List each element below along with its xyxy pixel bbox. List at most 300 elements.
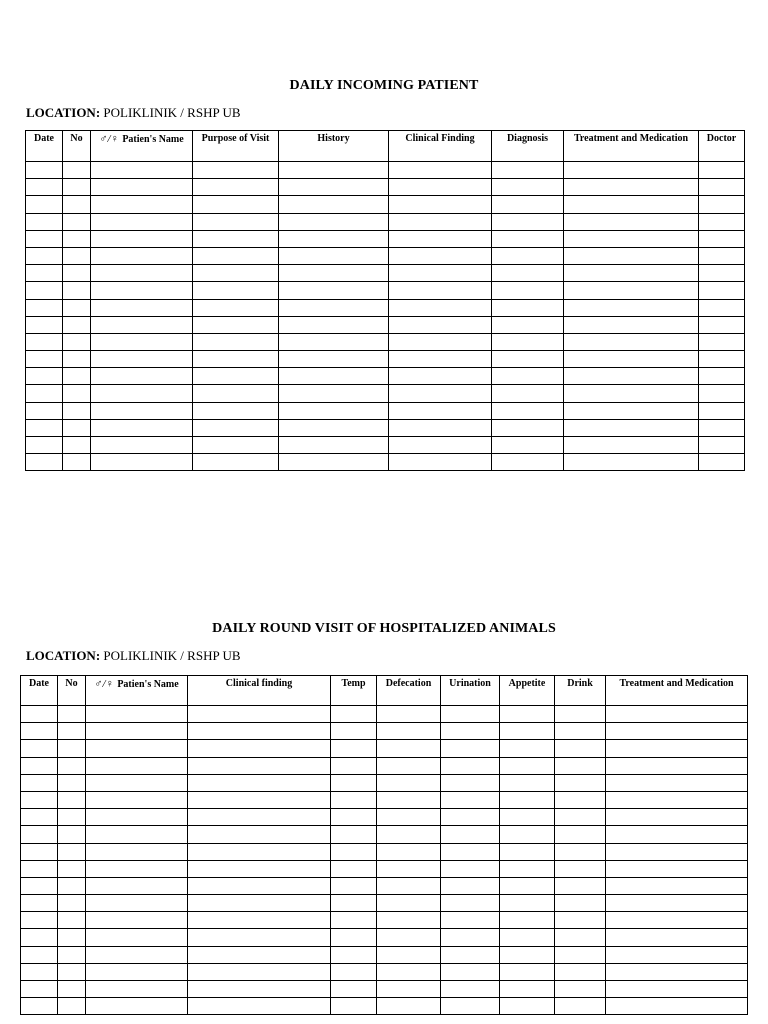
table-cell[interactable] bbox=[26, 265, 63, 282]
table-cell[interactable] bbox=[492, 333, 564, 350]
table-cell[interactable] bbox=[331, 843, 377, 860]
table-cell[interactable] bbox=[555, 998, 606, 1015]
table-cell[interactable] bbox=[389, 385, 492, 402]
table-cell[interactable] bbox=[91, 230, 193, 247]
table-cell[interactable] bbox=[492, 179, 564, 196]
table-cell[interactable] bbox=[389, 247, 492, 264]
table-cell[interactable] bbox=[441, 740, 500, 757]
table-cell[interactable] bbox=[331, 895, 377, 912]
table-cell[interactable] bbox=[492, 299, 564, 316]
table-cell[interactable] bbox=[606, 981, 748, 998]
table-cell[interactable] bbox=[331, 809, 377, 826]
table-cell[interactable] bbox=[377, 946, 441, 963]
table-cell[interactable] bbox=[91, 454, 193, 471]
table-cell[interactable] bbox=[699, 179, 745, 196]
table-cell[interactable] bbox=[699, 333, 745, 350]
table-cell[interactable] bbox=[377, 791, 441, 808]
table-cell[interactable] bbox=[500, 843, 555, 860]
table-cell[interactable] bbox=[331, 860, 377, 877]
table-cell[interactable] bbox=[188, 929, 331, 946]
table-cell[interactable] bbox=[91, 213, 193, 230]
table-cell[interactable] bbox=[58, 981, 86, 998]
table-cell[interactable] bbox=[699, 368, 745, 385]
table-cell[interactable] bbox=[279, 179, 389, 196]
table-cell[interactable] bbox=[188, 809, 331, 826]
table-cell[interactable] bbox=[606, 843, 748, 860]
table-cell[interactable] bbox=[91, 162, 193, 179]
table-cell[interactable] bbox=[564, 437, 699, 454]
table-cell[interactable] bbox=[86, 860, 188, 877]
table-cell[interactable] bbox=[193, 299, 279, 316]
table-cell[interactable] bbox=[63, 230, 91, 247]
table-cell[interactable] bbox=[555, 706, 606, 723]
table-cell[interactable] bbox=[91, 316, 193, 333]
table-cell[interactable] bbox=[389, 333, 492, 350]
table-cell[interactable] bbox=[389, 368, 492, 385]
table-cell[interactable] bbox=[188, 998, 331, 1015]
table-cell[interactable] bbox=[492, 282, 564, 299]
table-cell[interactable] bbox=[193, 333, 279, 350]
table-cell[interactable] bbox=[21, 774, 58, 791]
table-cell[interactable] bbox=[86, 826, 188, 843]
table-cell[interactable] bbox=[500, 946, 555, 963]
table-cell[interactable] bbox=[193, 179, 279, 196]
table-cell[interactable] bbox=[564, 196, 699, 213]
table-cell[interactable] bbox=[58, 912, 86, 929]
table-cell[interactable] bbox=[492, 368, 564, 385]
table-cell[interactable] bbox=[58, 740, 86, 757]
table-cell[interactable] bbox=[63, 454, 91, 471]
table-cell[interactable] bbox=[555, 963, 606, 980]
table-cell[interactable] bbox=[279, 299, 389, 316]
table-cell[interactable] bbox=[500, 860, 555, 877]
table-cell[interactable] bbox=[58, 809, 86, 826]
table-cell[interactable] bbox=[564, 419, 699, 436]
table-cell[interactable] bbox=[331, 723, 377, 740]
table-cell[interactable] bbox=[193, 230, 279, 247]
table-cell[interactable] bbox=[188, 826, 331, 843]
table-cell[interactable] bbox=[564, 402, 699, 419]
table-cell[interactable] bbox=[193, 385, 279, 402]
table-cell[interactable] bbox=[389, 162, 492, 179]
table-cell[interactable] bbox=[389, 230, 492, 247]
table-cell[interactable] bbox=[564, 454, 699, 471]
table-cell[interactable] bbox=[188, 774, 331, 791]
table-cell[interactable] bbox=[606, 826, 748, 843]
table-cell[interactable] bbox=[606, 877, 748, 894]
table-cell[interactable] bbox=[441, 877, 500, 894]
table-cell[interactable] bbox=[389, 402, 492, 419]
table-cell[interactable] bbox=[441, 706, 500, 723]
table-cell[interactable] bbox=[564, 179, 699, 196]
table-cell[interactable] bbox=[441, 860, 500, 877]
table-cell[interactable] bbox=[26, 179, 63, 196]
table-cell[interactable] bbox=[188, 791, 331, 808]
table-cell[interactable] bbox=[441, 757, 500, 774]
table-cell[interactable] bbox=[63, 351, 91, 368]
table-cell[interactable] bbox=[91, 179, 193, 196]
table-cell[interactable] bbox=[441, 929, 500, 946]
table-cell[interactable] bbox=[699, 213, 745, 230]
table-cell[interactable] bbox=[21, 723, 58, 740]
table-cell[interactable] bbox=[606, 706, 748, 723]
table-cell[interactable] bbox=[21, 929, 58, 946]
table-cell[interactable] bbox=[441, 723, 500, 740]
table-cell[interactable] bbox=[606, 809, 748, 826]
table-cell[interactable] bbox=[193, 437, 279, 454]
table-cell[interactable] bbox=[26, 299, 63, 316]
table-cell[interactable] bbox=[26, 385, 63, 402]
table-cell[interactable] bbox=[699, 419, 745, 436]
table-cell[interactable] bbox=[389, 316, 492, 333]
table-cell[interactable] bbox=[606, 946, 748, 963]
table-cell[interactable] bbox=[193, 162, 279, 179]
table-cell[interactable] bbox=[500, 963, 555, 980]
table-cell[interactable] bbox=[86, 946, 188, 963]
table-cell[interactable] bbox=[331, 877, 377, 894]
table-cell[interactable] bbox=[331, 774, 377, 791]
table-cell[interactable] bbox=[26, 419, 63, 436]
table-cell[interactable] bbox=[58, 946, 86, 963]
table-cell[interactable] bbox=[193, 196, 279, 213]
table-cell[interactable] bbox=[492, 402, 564, 419]
table-cell[interactable] bbox=[699, 385, 745, 402]
table-cell[interactable] bbox=[279, 265, 389, 282]
table-cell[interactable] bbox=[279, 351, 389, 368]
table-cell[interactable] bbox=[188, 895, 331, 912]
table-cell[interactable] bbox=[188, 843, 331, 860]
table-cell[interactable] bbox=[441, 946, 500, 963]
table-cell[interactable] bbox=[26, 247, 63, 264]
table-cell[interactable] bbox=[606, 895, 748, 912]
table-cell[interactable] bbox=[26, 437, 63, 454]
table-cell[interactable] bbox=[193, 282, 279, 299]
table-cell[interactable] bbox=[86, 929, 188, 946]
table-cell[interactable] bbox=[188, 877, 331, 894]
table-cell[interactable] bbox=[91, 282, 193, 299]
table-cell[interactable] bbox=[58, 929, 86, 946]
table-cell[interactable] bbox=[377, 740, 441, 757]
table-cell[interactable] bbox=[63, 179, 91, 196]
table-cell[interactable] bbox=[26, 230, 63, 247]
table-cell[interactable] bbox=[58, 791, 86, 808]
table-cell[interactable] bbox=[193, 454, 279, 471]
table-cell[interactable] bbox=[564, 230, 699, 247]
table-cell[interactable] bbox=[331, 946, 377, 963]
table-cell[interactable] bbox=[21, 963, 58, 980]
table-cell[interactable] bbox=[564, 213, 699, 230]
table-cell[interactable] bbox=[500, 706, 555, 723]
table-cell[interactable] bbox=[63, 437, 91, 454]
table-cell[interactable] bbox=[492, 419, 564, 436]
table-cell[interactable] bbox=[58, 877, 86, 894]
table-cell[interactable] bbox=[555, 877, 606, 894]
table-cell[interactable] bbox=[699, 454, 745, 471]
table-cell[interactable] bbox=[21, 860, 58, 877]
table-cell[interactable] bbox=[91, 385, 193, 402]
table-cell[interactable] bbox=[389, 299, 492, 316]
table-cell[interactable] bbox=[699, 247, 745, 264]
table-cell[interactable] bbox=[279, 402, 389, 419]
table-cell[interactable] bbox=[63, 419, 91, 436]
table-cell[interactable] bbox=[58, 998, 86, 1015]
table-cell[interactable] bbox=[58, 723, 86, 740]
table-cell[interactable] bbox=[606, 963, 748, 980]
table-cell[interactable] bbox=[63, 316, 91, 333]
table-cell[interactable] bbox=[389, 265, 492, 282]
table-cell[interactable] bbox=[26, 162, 63, 179]
table-cell[interactable] bbox=[606, 740, 748, 757]
table-cell[interactable] bbox=[193, 402, 279, 419]
table-cell[interactable] bbox=[91, 265, 193, 282]
table-cell[interactable] bbox=[555, 946, 606, 963]
table-cell[interactable] bbox=[441, 963, 500, 980]
table-cell[interactable] bbox=[86, 963, 188, 980]
table-cell[interactable] bbox=[500, 877, 555, 894]
table-cell[interactable] bbox=[699, 299, 745, 316]
table-cell[interactable] bbox=[377, 895, 441, 912]
table-cell[interactable] bbox=[492, 247, 564, 264]
table-cell[interactable] bbox=[377, 981, 441, 998]
table-cell[interactable] bbox=[21, 998, 58, 1015]
table-cell[interactable] bbox=[63, 385, 91, 402]
table-cell[interactable] bbox=[188, 963, 331, 980]
table-cell[interactable] bbox=[377, 826, 441, 843]
table-cell[interactable] bbox=[21, 877, 58, 894]
table-cell[interactable] bbox=[86, 723, 188, 740]
table-cell[interactable] bbox=[91, 351, 193, 368]
table-cell[interactable] bbox=[331, 981, 377, 998]
table-cell[interactable] bbox=[389, 419, 492, 436]
table-cell[interactable] bbox=[58, 860, 86, 877]
table-cell[interactable] bbox=[492, 351, 564, 368]
table-cell[interactable] bbox=[699, 162, 745, 179]
table-cell[interactable] bbox=[63, 402, 91, 419]
table-cell[interactable] bbox=[492, 230, 564, 247]
table-cell[interactable] bbox=[58, 963, 86, 980]
table-cell[interactable] bbox=[441, 895, 500, 912]
table-cell[interactable] bbox=[555, 757, 606, 774]
table-cell[interactable] bbox=[86, 740, 188, 757]
table-cell[interactable] bbox=[564, 385, 699, 402]
table-cell[interactable] bbox=[331, 791, 377, 808]
table-cell[interactable] bbox=[188, 860, 331, 877]
table-cell[interactable] bbox=[564, 368, 699, 385]
table-cell[interactable] bbox=[279, 162, 389, 179]
table-cell[interactable] bbox=[699, 437, 745, 454]
table-cell[interactable] bbox=[500, 826, 555, 843]
table-cell[interactable] bbox=[279, 437, 389, 454]
table-cell[interactable] bbox=[492, 316, 564, 333]
table-cell[interactable] bbox=[441, 998, 500, 1015]
table-cell[interactable] bbox=[492, 454, 564, 471]
table-cell[interactable] bbox=[193, 213, 279, 230]
table-cell[interactable] bbox=[26, 213, 63, 230]
table-cell[interactable] bbox=[492, 385, 564, 402]
table-cell[interactable] bbox=[389, 454, 492, 471]
table-cell[interactable] bbox=[58, 826, 86, 843]
table-cell[interactable] bbox=[26, 351, 63, 368]
table-cell[interactable] bbox=[86, 757, 188, 774]
table-cell[interactable] bbox=[564, 282, 699, 299]
table-cell[interactable] bbox=[279, 282, 389, 299]
table-cell[interactable] bbox=[377, 774, 441, 791]
table-cell[interactable] bbox=[564, 299, 699, 316]
table-cell[interactable] bbox=[63, 196, 91, 213]
table-cell[interactable] bbox=[58, 757, 86, 774]
table-cell[interactable] bbox=[63, 299, 91, 316]
table-cell[interactable] bbox=[555, 860, 606, 877]
table-cell[interactable] bbox=[564, 162, 699, 179]
table-cell[interactable] bbox=[26, 368, 63, 385]
table-cell[interactable] bbox=[63, 247, 91, 264]
table-cell[interactable] bbox=[21, 706, 58, 723]
table-cell[interactable] bbox=[500, 998, 555, 1015]
table-cell[interactable] bbox=[699, 265, 745, 282]
table-cell[interactable] bbox=[377, 912, 441, 929]
table-cell[interactable] bbox=[377, 757, 441, 774]
table-cell[interactable] bbox=[331, 963, 377, 980]
table-cell[interactable] bbox=[555, 723, 606, 740]
table-cell[interactable] bbox=[500, 740, 555, 757]
table-cell[interactable] bbox=[193, 265, 279, 282]
table-cell[interactable] bbox=[91, 402, 193, 419]
table-cell[interactable] bbox=[564, 316, 699, 333]
table-cell[interactable] bbox=[441, 912, 500, 929]
table-cell[interactable] bbox=[86, 912, 188, 929]
table-cell[interactable] bbox=[699, 402, 745, 419]
table-cell[interactable] bbox=[279, 316, 389, 333]
table-cell[interactable] bbox=[86, 774, 188, 791]
table-cell[interactable] bbox=[500, 757, 555, 774]
table-cell[interactable] bbox=[26, 402, 63, 419]
table-cell[interactable] bbox=[555, 843, 606, 860]
table-cell[interactable] bbox=[279, 247, 389, 264]
table-cell[interactable] bbox=[699, 230, 745, 247]
table-cell[interactable] bbox=[188, 706, 331, 723]
table-cell[interactable] bbox=[555, 774, 606, 791]
table-cell[interactable] bbox=[699, 316, 745, 333]
table-cell[interactable] bbox=[389, 213, 492, 230]
table-cell[interactable] bbox=[279, 454, 389, 471]
table-cell[interactable] bbox=[63, 162, 91, 179]
table-cell[interactable] bbox=[699, 351, 745, 368]
table-cell[interactable] bbox=[555, 981, 606, 998]
table-cell[interactable] bbox=[86, 895, 188, 912]
table-cell[interactable] bbox=[377, 706, 441, 723]
table-cell[interactable] bbox=[500, 912, 555, 929]
table-cell[interactable] bbox=[500, 723, 555, 740]
table-cell[interactable] bbox=[188, 946, 331, 963]
table-cell[interactable] bbox=[441, 791, 500, 808]
table-cell[interactable] bbox=[555, 740, 606, 757]
table-cell[interactable] bbox=[26, 316, 63, 333]
table-cell[interactable] bbox=[58, 706, 86, 723]
table-cell[interactable] bbox=[500, 774, 555, 791]
table-cell[interactable] bbox=[699, 282, 745, 299]
table-cell[interactable] bbox=[91, 196, 193, 213]
table-cell[interactable] bbox=[331, 912, 377, 929]
table-cell[interactable] bbox=[564, 333, 699, 350]
table-cell[interactable] bbox=[21, 757, 58, 774]
table-cell[interactable] bbox=[63, 368, 91, 385]
table-cell[interactable] bbox=[564, 265, 699, 282]
table-cell[interactable] bbox=[63, 333, 91, 350]
table-cell[interactable] bbox=[389, 351, 492, 368]
table-cell[interactable] bbox=[492, 265, 564, 282]
table-cell[interactable] bbox=[63, 265, 91, 282]
table-cell[interactable] bbox=[555, 791, 606, 808]
table-cell[interactable] bbox=[492, 196, 564, 213]
table-cell[interactable] bbox=[86, 843, 188, 860]
table-cell[interactable] bbox=[377, 843, 441, 860]
table-cell[interactable] bbox=[377, 963, 441, 980]
table-cell[interactable] bbox=[377, 809, 441, 826]
table-cell[interactable] bbox=[500, 981, 555, 998]
table-cell[interactable] bbox=[389, 196, 492, 213]
table-cell[interactable] bbox=[91, 299, 193, 316]
table-cell[interactable] bbox=[58, 843, 86, 860]
table-cell[interactable] bbox=[279, 368, 389, 385]
table-cell[interactable] bbox=[63, 213, 91, 230]
table-cell[interactable] bbox=[331, 706, 377, 723]
table-cell[interactable] bbox=[389, 437, 492, 454]
table-cell[interactable] bbox=[377, 929, 441, 946]
table-cell[interactable] bbox=[91, 437, 193, 454]
table-cell[interactable] bbox=[279, 419, 389, 436]
table-cell[interactable] bbox=[91, 419, 193, 436]
table-cell[interactable] bbox=[193, 316, 279, 333]
table-cell[interactable] bbox=[564, 247, 699, 264]
table-cell[interactable] bbox=[331, 757, 377, 774]
table-cell[interactable] bbox=[441, 981, 500, 998]
table-cell[interactable] bbox=[193, 419, 279, 436]
table-cell[interactable] bbox=[500, 895, 555, 912]
table-cell[interactable] bbox=[492, 162, 564, 179]
table-cell[interactable] bbox=[91, 247, 193, 264]
table-cell[interactable] bbox=[606, 929, 748, 946]
table-cell[interactable] bbox=[188, 981, 331, 998]
table-cell[interactable] bbox=[21, 946, 58, 963]
table-cell[interactable] bbox=[377, 998, 441, 1015]
table-cell[interactable] bbox=[86, 981, 188, 998]
table-cell[interactable] bbox=[188, 912, 331, 929]
table-cell[interactable] bbox=[91, 333, 193, 350]
table-cell[interactable] bbox=[555, 809, 606, 826]
table-cell[interactable] bbox=[500, 791, 555, 808]
table-cell[interactable] bbox=[26, 454, 63, 471]
table-cell[interactable] bbox=[193, 247, 279, 264]
table-cell[interactable] bbox=[606, 774, 748, 791]
table-cell[interactable] bbox=[21, 809, 58, 826]
table-cell[interactable] bbox=[500, 809, 555, 826]
table-cell[interactable] bbox=[188, 757, 331, 774]
table-cell[interactable] bbox=[26, 333, 63, 350]
table-cell[interactable] bbox=[377, 723, 441, 740]
table-cell[interactable] bbox=[492, 213, 564, 230]
table-cell[interactable] bbox=[555, 826, 606, 843]
table-cell[interactable] bbox=[606, 912, 748, 929]
table-cell[interactable] bbox=[441, 809, 500, 826]
table-cell[interactable] bbox=[492, 437, 564, 454]
table-cell[interactable] bbox=[86, 998, 188, 1015]
table-cell[interactable] bbox=[58, 895, 86, 912]
table-cell[interactable] bbox=[500, 929, 555, 946]
table-cell[interactable] bbox=[389, 179, 492, 196]
table-cell[interactable] bbox=[21, 826, 58, 843]
table-cell[interactable] bbox=[331, 998, 377, 1015]
table-cell[interactable] bbox=[86, 706, 188, 723]
